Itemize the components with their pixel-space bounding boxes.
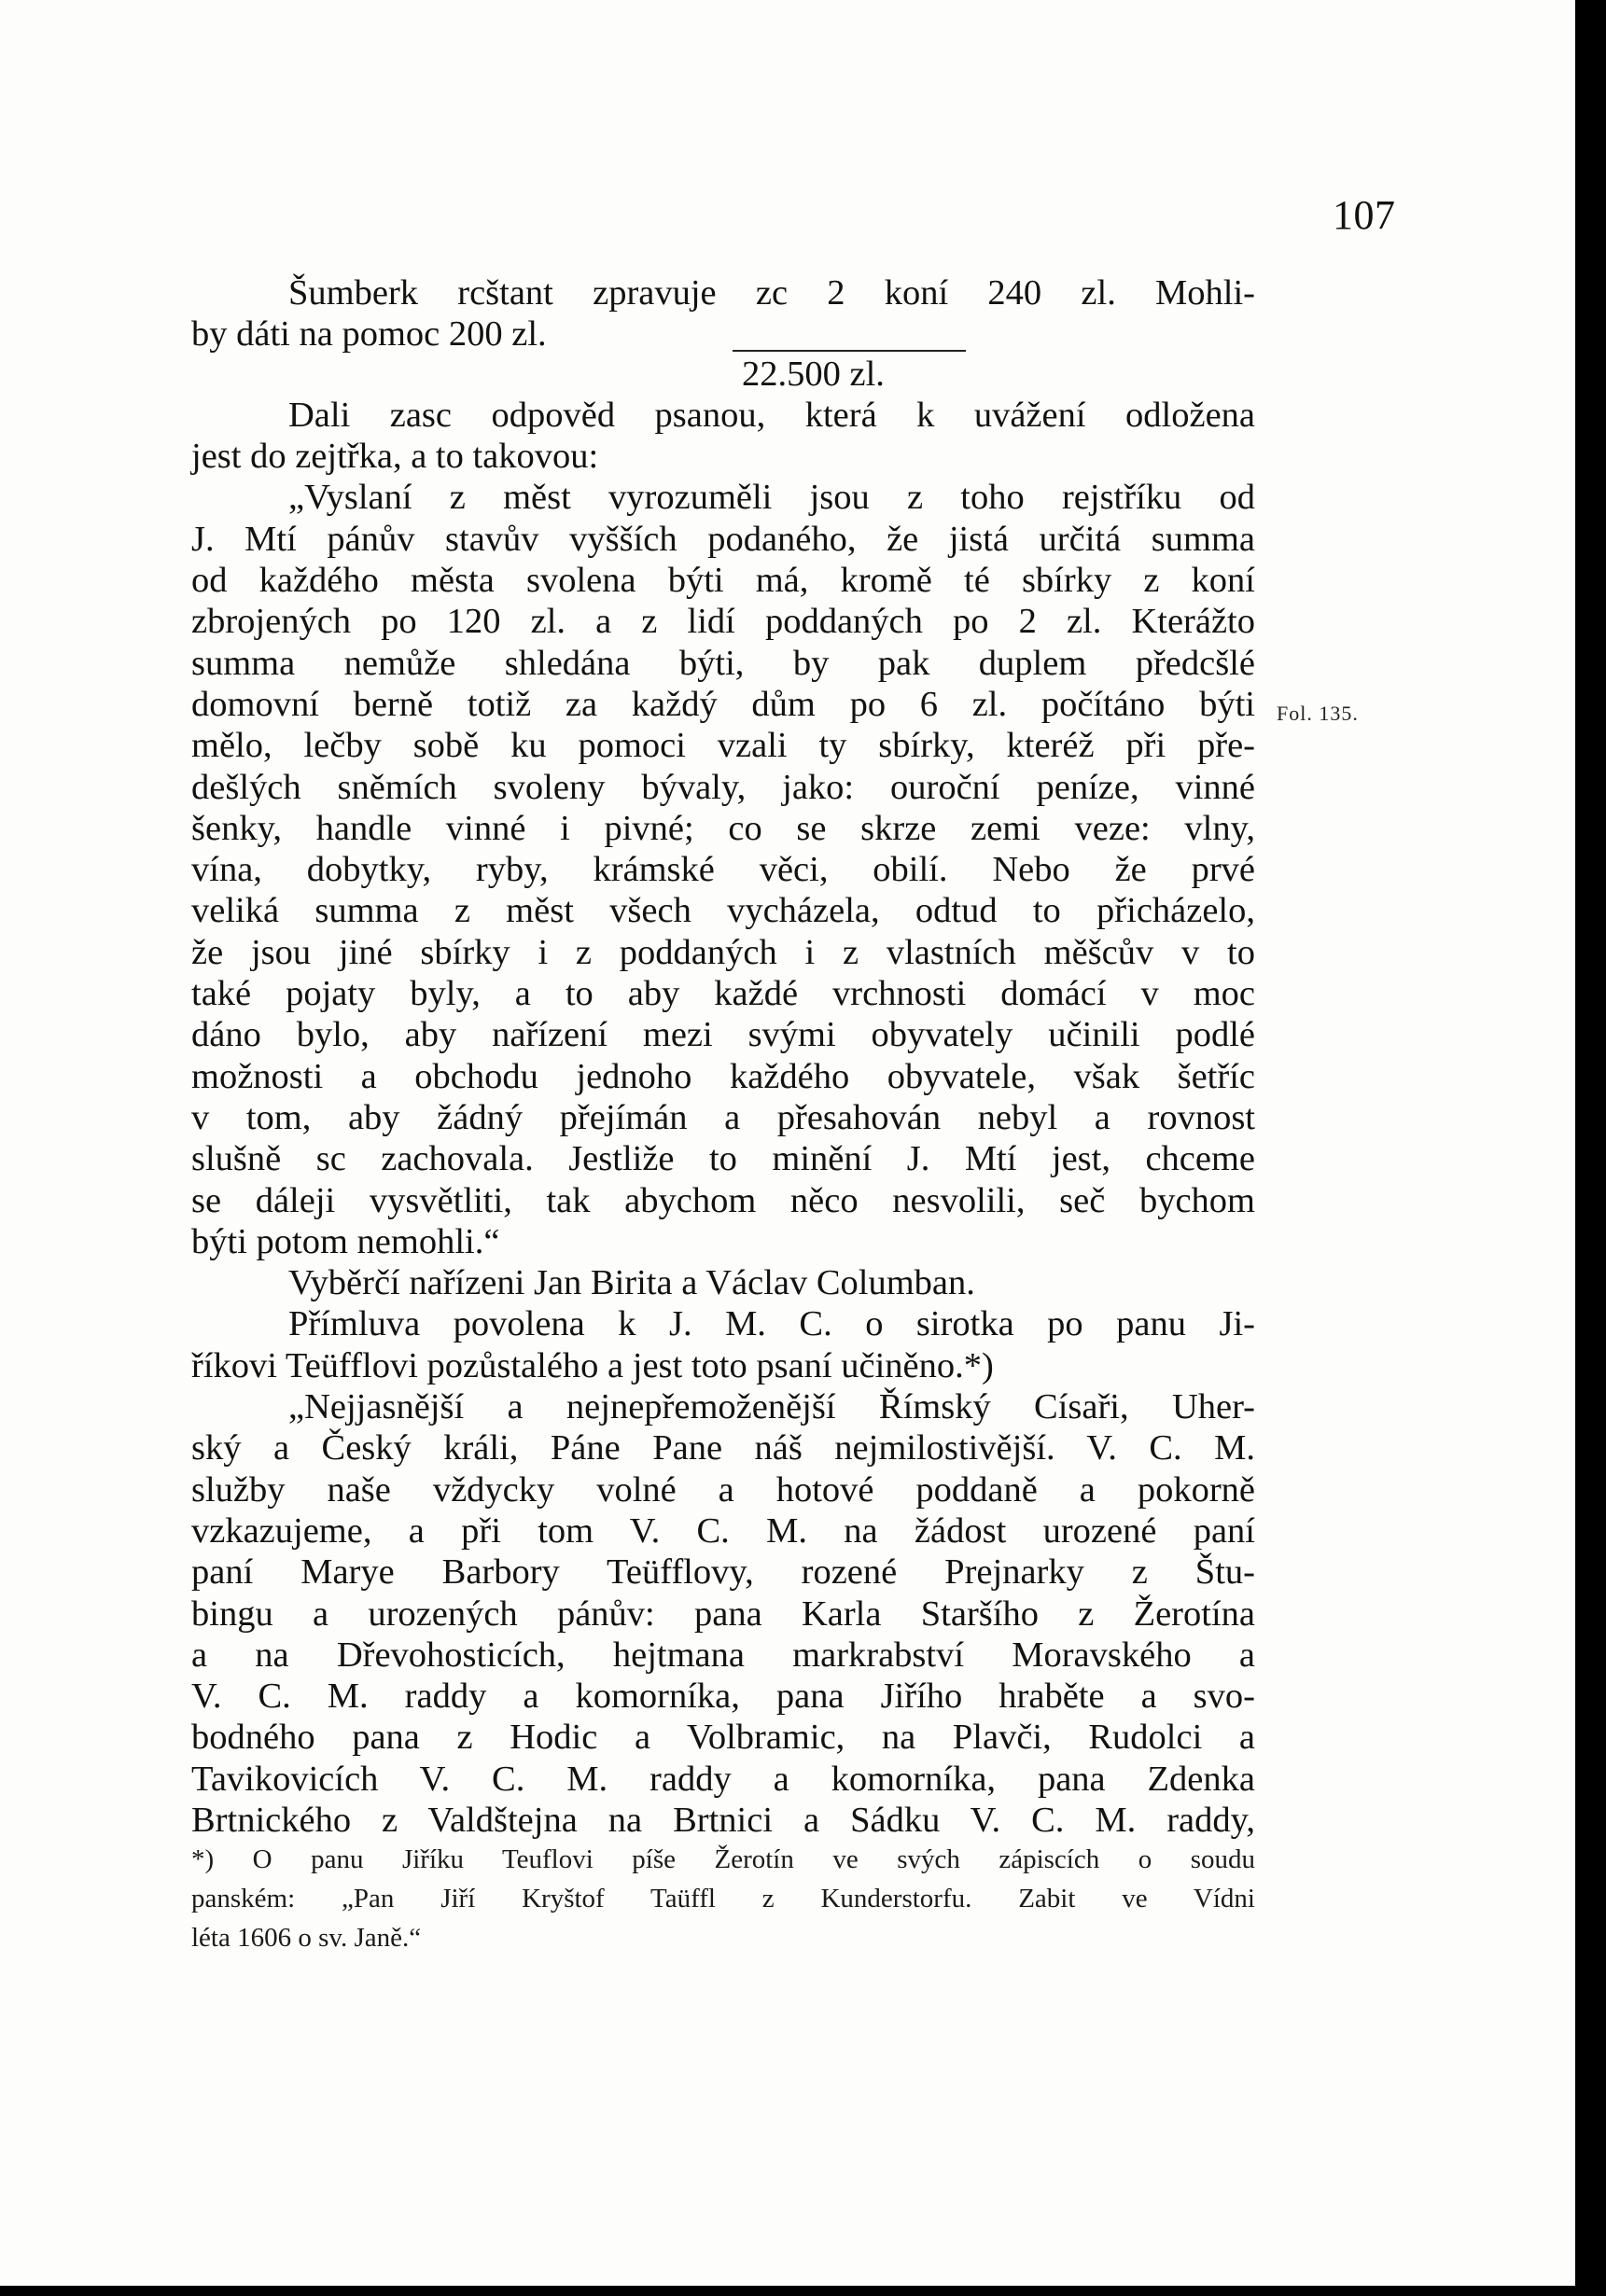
text-line: mělo, lečby sobě ku pomoci vzali ty sbírky, kteréž při pře- xyxy=(191,726,1255,766)
text-line: dešlých sněmích svoleny bývaly, jako: ouroční peníze, vinné xyxy=(191,767,1255,807)
text-line: také pojaty byly, a to aby každé vrchnosti domácí v moc xyxy=(191,974,1255,1014)
text-line: býti potom nemohli.“ xyxy=(191,1221,500,1261)
text-line: služby naše vždycky volné a hotové poddaně a pokorně xyxy=(191,1469,1255,1510)
text-line: že jsou jiné sbírky i z poddaných i z vlastních měšcův v to xyxy=(191,932,1255,972)
footnote-line: *) O panu Jiříku Teuflovi píše Žerotín ve svých zápiscích o soudu xyxy=(191,1844,1255,1874)
text-line: šenky, handle vinné i pivné; co se skrze zemi veze: vlny, xyxy=(191,808,1255,848)
footnote-line: panském: „Pan Jiří Kryštof Taüffl z Kunderstorfu. Zabit ve Vídni xyxy=(191,1884,1255,1913)
text-line: možnosti a obchodu jednoho každého obyvatele, však šetříc xyxy=(191,1056,1255,1096)
text-line: J. Mtí pánův stavův vyšších podaného, že jistá určitá summa xyxy=(191,519,1255,559)
text-line: a na Dřevohosticích, hejtmana markrabství Moravského a xyxy=(191,1635,1255,1675)
text-line: by dáti na pomoc 200 zl. xyxy=(191,314,547,355)
page-number: 107 xyxy=(1333,192,1396,238)
text-line: dáno bylo, aby nařízení mezi svými obyvately učinili podlé xyxy=(191,1015,1255,1055)
footnote-line: léta 1606 o sv. Janě.“ xyxy=(191,1923,422,1953)
body-text xyxy=(191,272,1255,1841)
text-line: Šumberk rcštant zpravuje zc 2 koní 240 zl. Mohli- xyxy=(288,273,1255,313)
text-line: říkovi Teüfflovi pozůstalého a jest toto psaní učiněno.*) xyxy=(191,1345,994,1385)
text-line: Vyběrčí nařízeni Jan Birita a Václav Columban. xyxy=(288,1263,975,1303)
text-line: bodného pana z Hodic a Volbramic, na Plavči, Rudolci a xyxy=(191,1718,1255,1758)
text-line: paní Marye Barbory Teüfflovy, rozené Prejnarky z Štu- xyxy=(191,1552,1255,1593)
text-line: V. C. M. raddy a komorníka, pana Jiřího hraběte a svo- xyxy=(191,1677,1255,1717)
text-line: od každého města svolena býti má, kromě té sbírky z koní xyxy=(191,561,1255,601)
text-line: Dali zasc odpověd psanou, která k uvážení odložena xyxy=(288,395,1255,435)
text-line: se dáleji vysvětliti, tak abychom něco nesvolili, seč bychom xyxy=(191,1180,1255,1220)
text-line: domovní berně totiž za každý dům po 6 zl. počítáno býti xyxy=(191,684,1255,724)
text-line: „Vyslaní z měst vyrozuměli jsou z toho rejstříku od xyxy=(288,478,1255,518)
text-line: „Nejjasnější a nejnepřemoženější Římský Císaři, Uher- xyxy=(288,1387,1255,1427)
text-line: v tom, aby žádný přejímán a přesahován nebyl a rovnost xyxy=(191,1097,1255,1137)
sum-total: 22.500 zl. xyxy=(742,354,885,394)
text-line: veliká summa z měst všech vycházela, odtud to přicházelo, xyxy=(191,891,1255,931)
text-line: jest do zejtřka, a to takovou: xyxy=(191,437,599,477)
text-line: ský a Český králi, Páne Pane náš nejmilostivější. V. C. M. xyxy=(191,1428,1255,1468)
margin-folio-note: Fol. 135. xyxy=(1277,702,1359,725)
footnote xyxy=(191,1840,1255,1957)
text-line: vzkazujeme, a při tom V. C. M. na žádost urozené paní xyxy=(191,1510,1255,1551)
sum-rule xyxy=(733,350,966,352)
text-line: Přímluva povolena k J. M. C. o sirotka po panu Ji- xyxy=(288,1304,1255,1344)
text-line: summa nemůže shledána býti, by pak duplem předcšlé xyxy=(191,643,1255,683)
text-line: bingu a urozených pánův: pana Karla Staršího z Žerotína xyxy=(191,1593,1255,1634)
text-line: vína, dobytky, ryby, krámské věci, obilí. Nebo že prvé xyxy=(191,850,1255,890)
text-line: Tavikovicích V. C. M. raddy a komorníka, pana Zdenka xyxy=(191,1759,1255,1799)
text-line: slušně sc zachovala. Jestliže to minění J. Mtí jest, chceme xyxy=(191,1139,1255,1179)
text-line: zbrojených po 120 zl. a z lidí poddaných po 2 zl. Kterážto xyxy=(191,602,1255,642)
text-line: Brtnického z Valdštejna na Brtnici a Sádku V. C. M. raddy, xyxy=(191,1800,1255,1840)
